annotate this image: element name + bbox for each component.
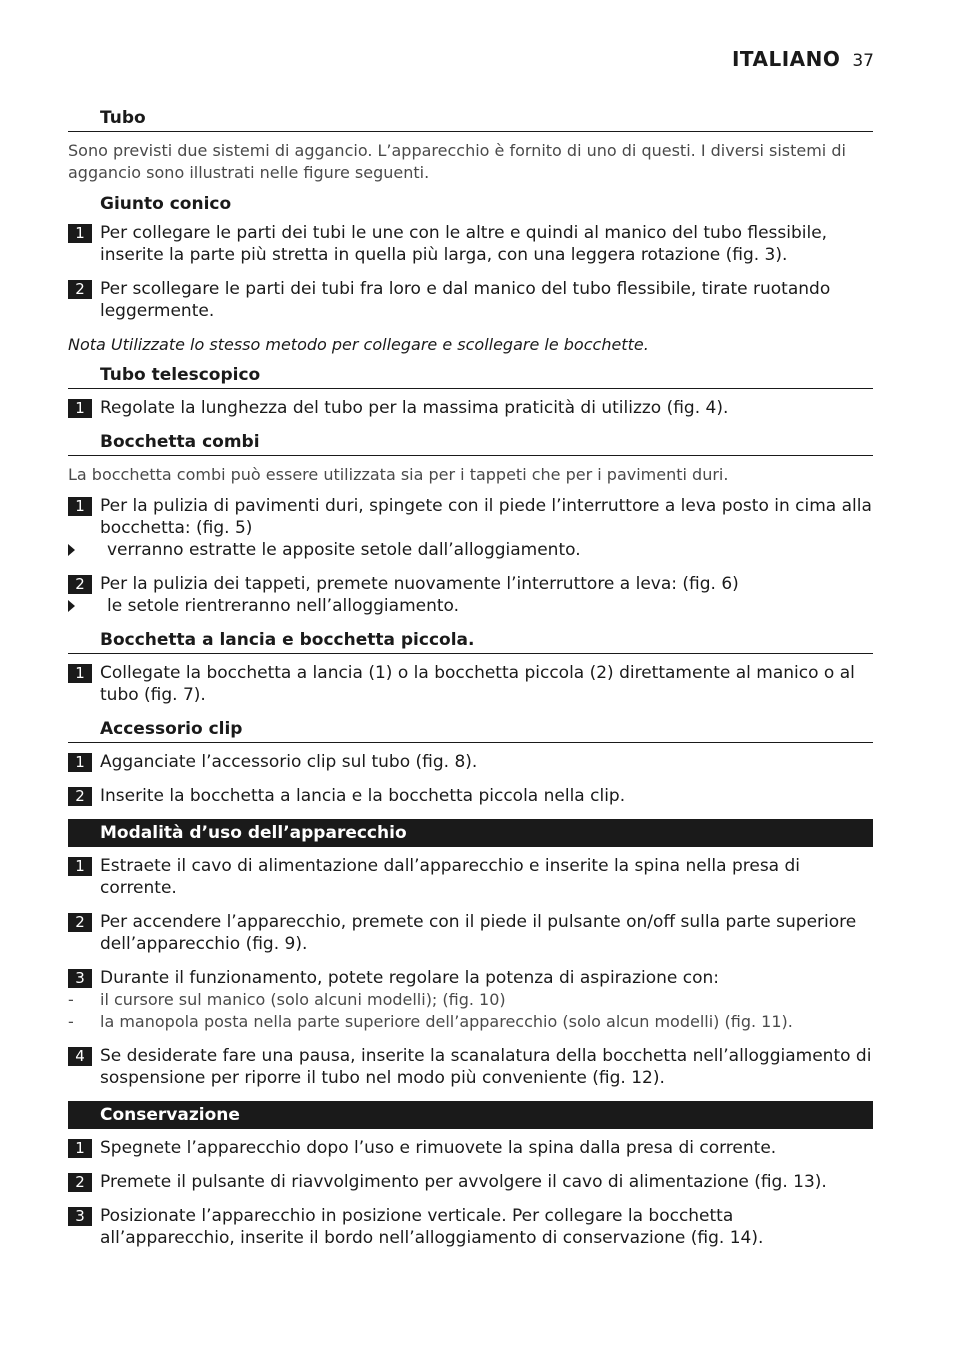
step-text: Collegate la bocchetta a lancia (1) o la bocchetta piccola (2) direttamente al manico o al tubo (fig. 7). bbox=[100, 663, 855, 705]
step-result bbox=[68, 539, 873, 561]
step-number: 2 bbox=[68, 280, 92, 299]
step-text: Per accendere l’apparecchio, premete con il piede il pulsante on/off sulla parte superiore dell’apparecchio (fig. 9). bbox=[100, 912, 857, 954]
section-title-tubo-telescopico: Tubo telescopico bbox=[68, 364, 873, 389]
step-text: Estraete il cavo di alimentazione dall’apparecchio e inserite la spina nella presa di corrente. bbox=[100, 856, 801, 898]
step-item bbox=[68, 278, 873, 322]
step-text: Premete il pulsante di riavvolgimento per avvolgere il cavo di alimentazione (fig. 13). bbox=[100, 1172, 827, 1192]
step-text: Regolate la lunghezza del tubo per la massima praticità di utilizzo (fig. 4). bbox=[100, 398, 729, 418]
step-number: 1 bbox=[68, 224, 92, 243]
step-number: 1 bbox=[68, 497, 92, 516]
step-item bbox=[68, 911, 873, 955]
step-number: 1 bbox=[68, 1139, 92, 1158]
section-title-bocchetta-combi: Bocchetta combi bbox=[68, 431, 873, 456]
step-text: Per la pulizia dei tappeti, premete nuovamente l’interruttore a leva: (fig. 6) bbox=[100, 574, 739, 594]
combi-intro: La bocchetta combi può essere utilizzata sia per i tappeti che per i pavimenti duri. bbox=[68, 465, 729, 484]
section-title-bocchetta-lancia: Bocchetta a lancia e bocchetta piccola. bbox=[68, 629, 873, 654]
step-text: Per scollegare le parti dei tubi fra loro e dal manico del tubo flessibile, tirate ruotando leggermente. bbox=[100, 279, 831, 321]
subsection-title-giunto-conico: Giunto conico bbox=[100, 194, 232, 214]
step-item bbox=[68, 573, 873, 595]
step-text: Se desiderate fare una pausa, inserite la scanalatura della bocchetta nell’alloggiamento di sospensione per riporre il tubo nel modo più conveniente (fig. 12). bbox=[100, 1046, 872, 1088]
step-number: 2 bbox=[68, 913, 92, 932]
step-item bbox=[68, 855, 873, 899]
step-text: Durante il funzionamento, potete regolare la potenza di aspirazione con: bbox=[100, 968, 720, 988]
page-header bbox=[732, 47, 874, 71]
language-label: ITALIANO bbox=[731, 47, 841, 71]
section-bar-modalita-uso: Modalità d’uso dell’apparecchio bbox=[68, 819, 873, 847]
dash-text: il cursore sul manico (solo alcuni modelli); (fig. 10) bbox=[100, 990, 506, 1009]
step-text: Inserite la bocchetta a lancia e la bocchetta piccola nella clip. bbox=[100, 786, 626, 806]
step-number: 3 bbox=[68, 969, 92, 988]
step-number: 3 bbox=[68, 1207, 92, 1226]
step-text: Spegnete l’apparecchio dopo l’uso e rimuovete la spina dalla presa di corrente. bbox=[100, 1138, 777, 1158]
step-item bbox=[68, 222, 873, 266]
step-item bbox=[68, 967, 873, 989]
result-triangle-icon bbox=[68, 544, 82, 556]
step-result bbox=[68, 595, 873, 617]
tubo-intro: Sono previsti due sistemi di aggancio. L’apparecchio è fornito di uno di questi. I diversi sistemi di aggancio sono illustrati nelle figure seguenti. bbox=[68, 141, 846, 182]
result-triangle-icon bbox=[68, 600, 82, 612]
step-item bbox=[68, 495, 873, 539]
step-item bbox=[68, 1045, 873, 1089]
step-number: 2 bbox=[68, 575, 92, 594]
step-number: 4 bbox=[68, 1047, 92, 1066]
note-text: Nota Utilizzate lo stesso metodo per collegare e scollegare le bocchette. bbox=[68, 335, 649, 354]
step-item bbox=[68, 751, 873, 773]
step-text: Per la pulizia di pavimenti duri, spingete con il piede l’interruttore a leva posto in cima alla bocchetta: (fig. 5) bbox=[100, 496, 872, 538]
section-bar-conservazione: Conservazione bbox=[68, 1101, 873, 1129]
step-number: 1 bbox=[68, 664, 92, 683]
dash-symbol: - bbox=[68, 1012, 74, 1031]
dash-item bbox=[68, 989, 873, 1011]
step-item bbox=[68, 662, 873, 706]
dash-item bbox=[68, 1011, 873, 1033]
step-text: Posizionate l’apparecchio in posizione verticale. Per collegare la bocchetta all’apparecchio, inserite il bordo nell’alloggiamento di conservazione (fig. 14). bbox=[100, 1206, 764, 1248]
step-number: 1 bbox=[68, 753, 92, 772]
step-item bbox=[68, 1137, 873, 1159]
page-content bbox=[68, 107, 873, 1261]
step-text: Per collegare le parti dei tubi le une con le altre e quindi al manico del tubo flessibile, inserite la parte più stretta in quella più larga, con una leggera rotazione (fig. 3). bbox=[100, 223, 828, 265]
section-title-tubo: Tubo bbox=[68, 107, 873, 132]
step-item bbox=[68, 1171, 873, 1193]
step-number: 1 bbox=[68, 399, 92, 418]
step-text: Agganciate l’accessorio clip sul tubo (fig. 8). bbox=[100, 752, 478, 772]
page-number: 37 bbox=[852, 51, 874, 71]
step-item bbox=[68, 785, 873, 807]
step-number: 2 bbox=[68, 1173, 92, 1192]
section-title-accessorio-clip: Accessorio clip bbox=[68, 718, 873, 743]
dash-symbol: - bbox=[68, 990, 74, 1009]
step-item bbox=[68, 397, 873, 419]
result-text: verranno estratte le apposite setole dall’alloggiamento. bbox=[107, 540, 581, 560]
step-number: 1 bbox=[68, 857, 92, 876]
result-text: le setole rientreranno nell’alloggiamento. bbox=[107, 596, 460, 616]
step-item bbox=[68, 1205, 873, 1249]
dash-text: la manopola posta nella parte superiore dell’apparecchio (solo alcun modelli) (fig. 11). bbox=[100, 1012, 793, 1031]
step-number: 2 bbox=[68, 787, 92, 806]
